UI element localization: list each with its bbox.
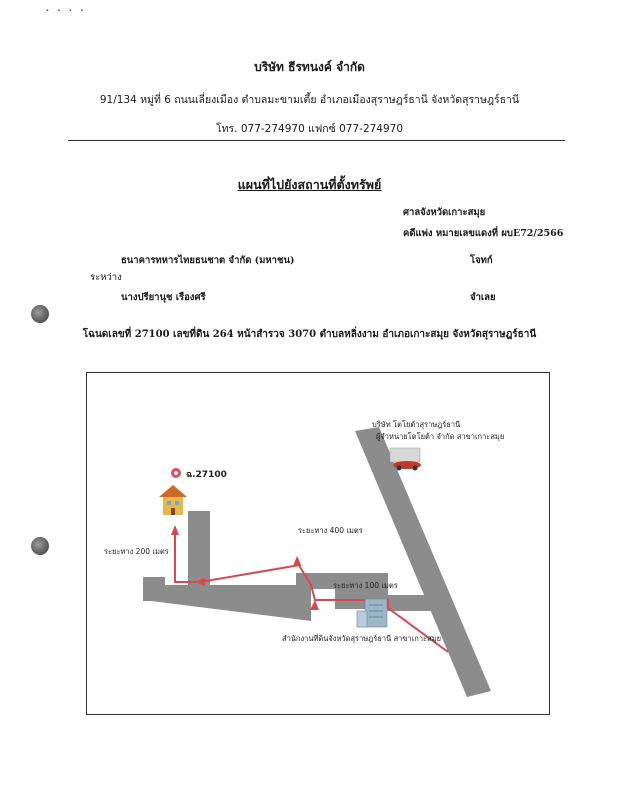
plaintiff-role: โจทก์ (470, 255, 493, 266)
main-road (355, 427, 491, 697)
location-map (86, 372, 550, 715)
case-label: คดีแพ่ง หมายเลขแดงที่ (403, 228, 499, 239)
dealer-name: บริษัท โตโยต้าสุราษฎร์ธานี (372, 420, 461, 429)
route-arrow-lower (310, 600, 319, 610)
court-name: ศาลจังหวัดเกาะสมุย (403, 207, 486, 218)
case-number-line (403, 226, 563, 241)
plaintiff-name: ธนาคารทหารไทยธนชาต จำกัด (มหาชน) (121, 255, 295, 266)
company-name: บริษัท ธีรทนงค์ จำกัด (254, 60, 365, 74)
distance-400-label: ระยะทาง 400 เมตร (298, 526, 363, 535)
deed-info: โฉนดเลขที่ 27100 เลขที่ดิน 264 หน้าสำรวจ 3070 ตำบลหลิ่งงาม อำเภอเกาะสมุย จังหวัดสุราษฎร์ธานี (82, 329, 537, 340)
side-road (188, 511, 210, 591)
case-number: ผบE72/2566 (501, 228, 564, 239)
property-label: ฉ.27100 (186, 470, 227, 480)
map-svg (87, 373, 551, 716)
land-office-label: สำนักงานที่ดินจังหวัดสุราษฎร์ธานี สาขาเกาะสมุย (282, 634, 441, 643)
company-address: 91/134 หมู่ที่ 6 ถนนเลี่ยงเมือง ตำบลมะขามเตี้ย อำเภอเมืองสุราษฎร์ธานี จังหวัดสุราษฎร์ธานี (99, 94, 520, 106)
defendant-name: นางปรียานุช เรืองศรี (121, 292, 206, 303)
company-phone: โทร. 077-274970 แฟกซ์ 077-274970 (215, 123, 404, 135)
house-icon (159, 485, 187, 515)
scan-marks: ˙ ˙ ˙ ˙ (44, 8, 86, 24)
between-label: ระหว่าง (90, 272, 122, 283)
route-arrow-upper (293, 556, 301, 566)
header-divider (68, 140, 565, 141)
distance-100-label: ระยะทาง 100 เมตร (333, 581, 398, 590)
distance-200-label: ระยะทาง 200 เมตร (104, 547, 169, 556)
location-pin-icon (171, 468, 181, 478)
connector-road (387, 595, 433, 611)
dealer-detail: ผู้จำหน่ายโตโยต้า จำกัด สาขาเกาะสมุย (376, 432, 505, 441)
defendant-role: จำเลย (470, 292, 496, 303)
document-title: แผนที่ไปยังสถานที่ตั้งทรัพย์ (237, 177, 382, 192)
route-arrow-head (171, 525, 179, 535)
punch-hole-top (31, 305, 49, 323)
punch-hole-bottom (31, 537, 49, 555)
